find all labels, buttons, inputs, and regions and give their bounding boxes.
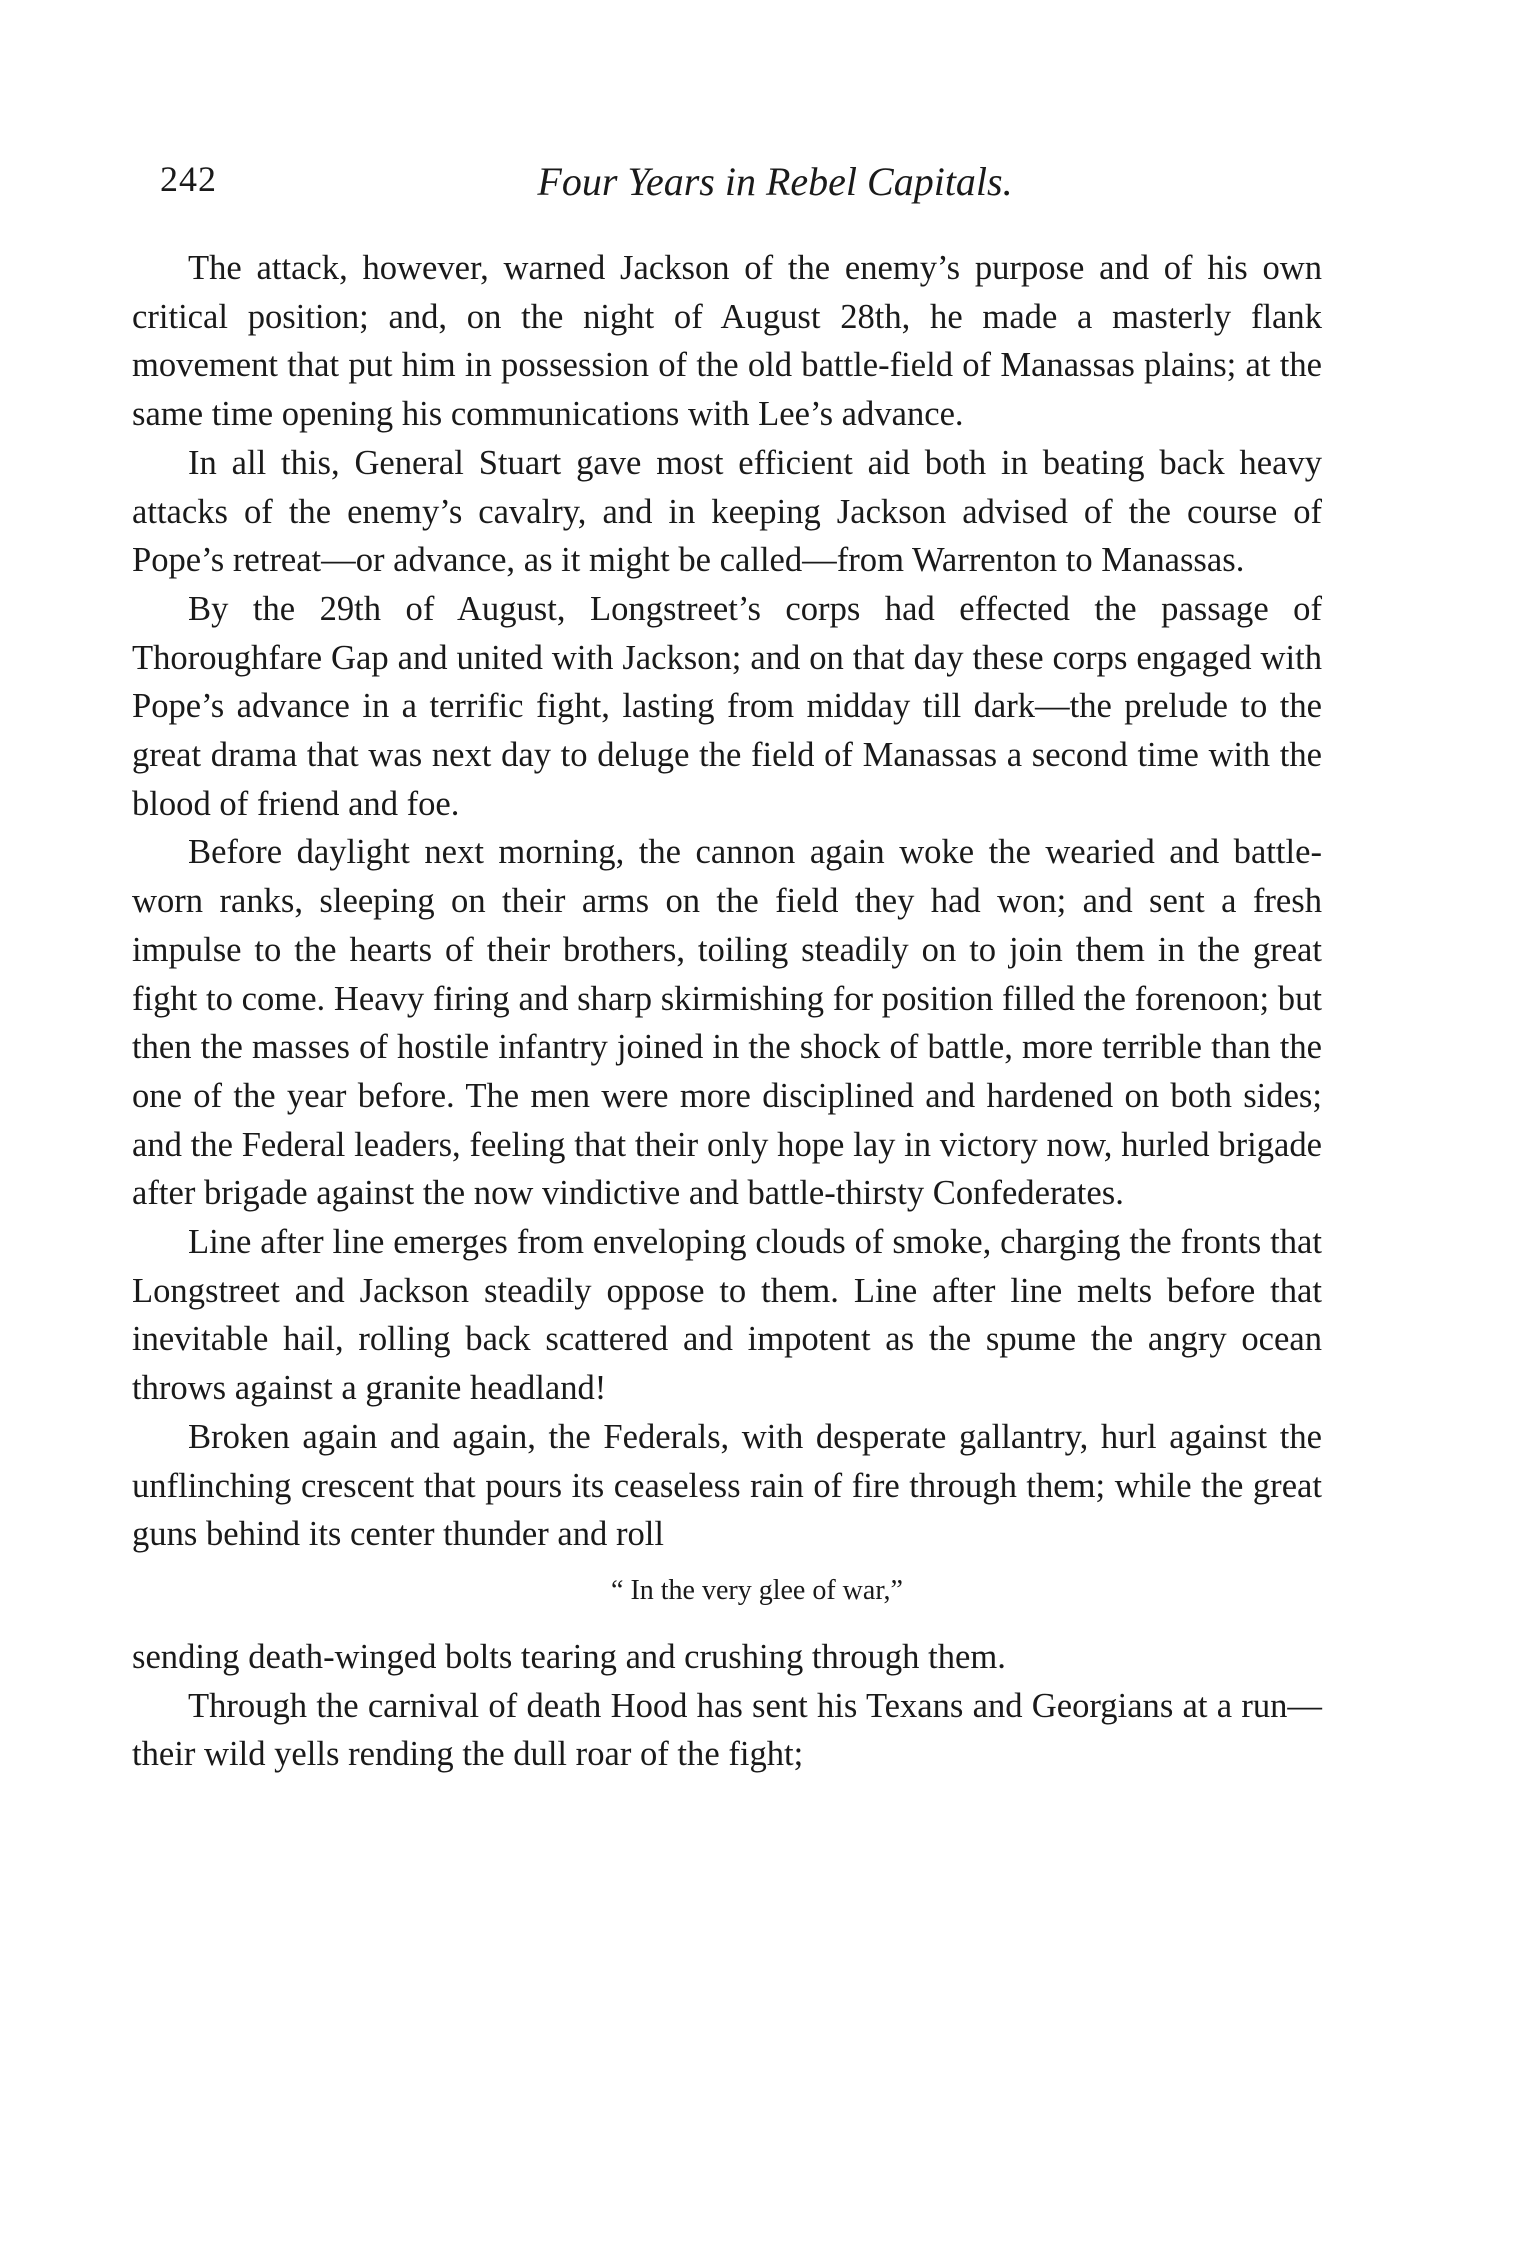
paragraph: The attack, however, warned Jackson of the enemy’s purpose and of his own critical position; and, on the night of August 28th, he made a masterly flank movement that put him in possession of the old battle-field of Manassas plains; at the same time opening his communications with Lee’s advance. [132, 249, 1322, 434]
body-text [132, 244, 1322, 1779]
running-title: Four Years in Rebel Capitals. [537, 159, 1013, 204]
paragraph: By the 29th of August, Longstreet’s corps had effected the passage of Thoroughfare Gap and united with Jackson; and on that day these corps engaged with Pope’s advance in a terrific fight, lasting from midday till dark—the prelude to the great drama that was next day to deluge the field of Manassas a second time with the blood of friend and foe. [132, 589, 1322, 823]
paragraph: Through the carnival of death Hood has sent his Texans and Georgians at a run—their wild yells rending the dull roar of the fight; [132, 1686, 1322, 1774]
paragraph: Broken again and again, the Federals, with desperate gallantry, hurl against the unflinching crescent that pours its ceaseless rain of fire through them; while the great guns behind its center thunder and roll [132, 1417, 1322, 1554]
paragraph: Before daylight next morning, the cannon again woke the wearied and battle-worn ranks, sleeping on their arms on the field they had won; and sent a fresh impulse to the hearts of their brothers, toiling steadily on to join them in the great fight to come. Heavy firing and sharp skirmishing for position filled the forenoon; but then the masses of hostile infantry joined in the shock of battle, more terrible than the one of the year before. The men were more disciplined and hardened on both sides; and the Federal leaders, feeling that their only hope lay in victory now, hurled brigade after brigade against the now vindictive and battle-thirsty Confederates. [132, 833, 1322, 1213]
block-quote: “ In the very glee of war,” [611, 1574, 903, 1606]
paragraph: Line after line emerges from enveloping clouds of smoke, charging the fronts that Longstreet and Jackson steadily oppose to them. Line after line melts before that inevitable hail, rolling back scattered and impotent as the spume the angry ocean throws against a granite headland! [132, 1223, 1322, 1408]
paragraph: In all this, General Stuart gave most efficient aid both in beating back heavy attacks of the enemy’s cavalry, and in keeping Jackson advised of the course of Pope’s retreat—or advance, as it might be called—from Warrenton to Manassas. [132, 443, 1322, 580]
paragraph-continuation: sending death-winged bolts tearing and crushing through them. [132, 1637, 1006, 1676]
running-head [160, 158, 1390, 214]
page-number: 242 [160, 159, 217, 199]
